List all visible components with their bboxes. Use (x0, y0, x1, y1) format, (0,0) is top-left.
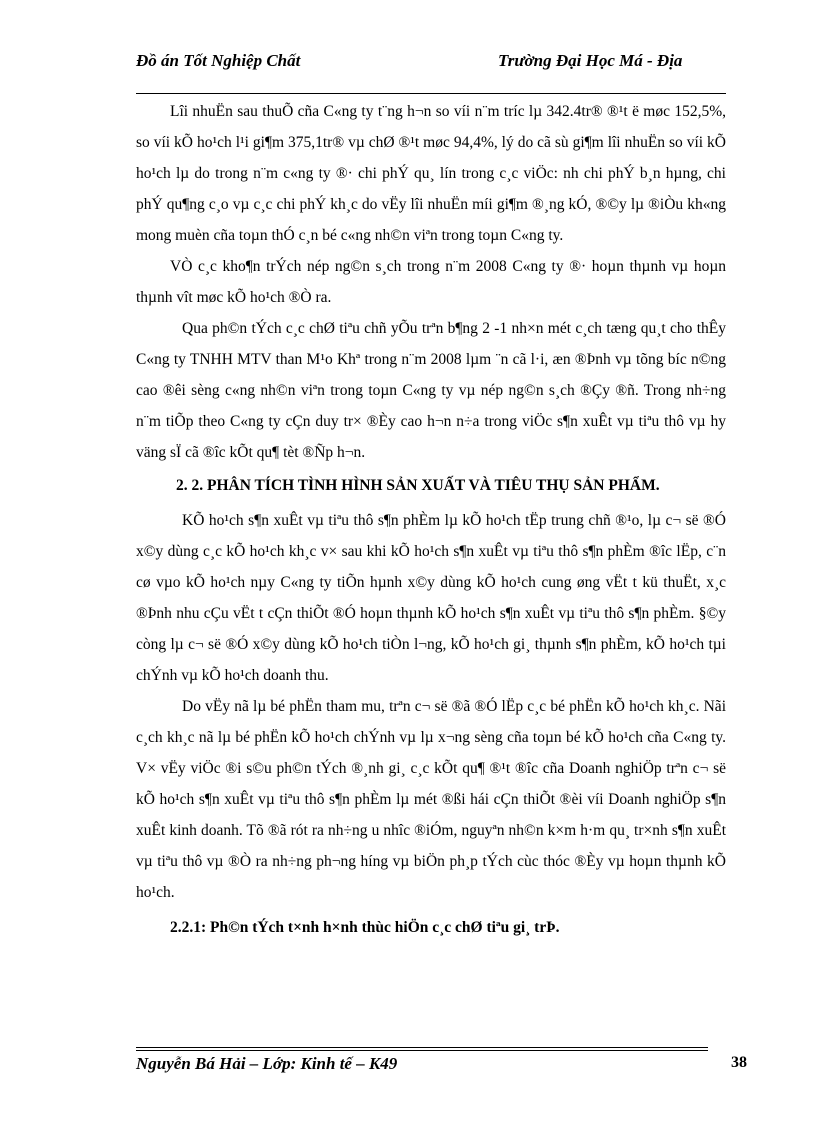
paragraph: KÕ ho¹ch s¶n xuÊt vµ tiªu thô s¶n phÈm lµ kÕ ho¹ch tËp trung chñ ®¹o, lµ c¬ së ®Ó x©y dùng c¸c kÕ ho¹ch kh¸c v× sau khi kÕ ho¹ch s¶n xuÊt vµ tiªu thô s¶n phÈm ®îc lËp, c¨n cø vµo kÕ ho¹ch nµy C«ng ty tiÕn hµnh x©y dùng kÕ ho¹ch cung øng vËt t kü thuËt, x¸c ®Þnh nhu cÇu vËt t cÇn thiÕt ®Ó hoµn thµnh kÕ ho¹ch s¶n xuÊt vµ tiªu thô s¶n phÈm. §©y còng lµ c¬ së ®Ó x©y dùng kÕ ho¹ch tiÒn l¬ng, kÕ ho¹ch gi¸ thµnh s¶n phÈm, kÕ ho¹ch tµi chÝnh vµ kÕ ho¹ch doanh thu. (136, 512, 726, 684)
footer-divider (136, 1047, 708, 1048)
page-number: 38 (731, 1054, 747, 1071)
paragraph: Lîi nhuËn sau thuÕ cña C«ng ty t¨ng h¬n so víi n¨m tríc lµ 342.4tr® ®¹t ë møc 152,5%, so víi kÕ ho¹ch l¹i gi¶m 375,1tr® vµ chØ ®¹t møc 94,4%, lý do cã sù gi¶m lîi nhuËn so víi kÕ ho¹ch lµ do trong n¨m c«ng ty ®· chi phÝ qu¸ lín trong c¸c viÖc: nh chi phÝ b¸n hµng, chi phÝ qu¶ng c¸o vµ c¸c chi phÝ kh¸c do vËy lîi nhuËn míi gi¶m ®¸ng kÓ, ®©y lµ ®iÒu kh«ng mong muèn cña toµn thÓ c¸n bé c«ng nh©n viªn trong toµn C«ng ty. (136, 103, 726, 244)
footer-author: Nguyễn Bá Hải – Lớp: Kinh tế – K49 (136, 1054, 398, 1073)
subsection-heading: 2.2.1: Ph©n tÝch t×nh h×nh thùc hiÖn c¸c chØ tiªu gi¸ trÞ. (170, 919, 560, 936)
header-left-title (136, 50, 336, 72)
document-body (136, 96, 726, 943)
paragraph: VÒ c¸c kho¶n trÝch nép ng©n s¸ch trong n¨m 2008 C«ng ty ®· hoµn thµnh vµ hoµn thµnh vît møc kÕ ho¹ch ®Ò ra. (136, 258, 726, 306)
section-heading: 2. 2. PHÂN TÍCH TÌNH HÌNH SẢN XUẤT VÀ TIÊU THỤ SẢN PHẨM. (176, 477, 660, 494)
header-left-text: Đồ án Tốt Nghiệp Chất (136, 51, 301, 70)
paragraph: Qua ph©n tÝch c¸c chØ tiªu chñ yÕu trªn b¶ng 2 -1 nh×n mét c¸ch tæng qu¸t cho thÊy C«ng ty TNHH MTV than M¹o Khª trong n¨m 2008 lµm ¨n cã l·i, æn ®Þnh vµ tõng bíc n©ng cao ®êi sèng c«ng nh©n viªn trong toµn C«ng ty vµ nép ng©n s¸ch ®Çy ®ñ. Trong nh÷ng n¨m tiÕp theo C«ng ty cÇn duy tr× ®Èy cao h¬n n÷a trong viÖc s¶n xuÊt vµ tiªu thô vµ hy väng sÏ cã ®îc kÕt qu¶ tèt ®Ñp h¬n. (136, 320, 726, 461)
paragraph: Do vËy nã lµ bé phËn tham mu, trªn c¬ së ®ã ®Ó lËp c¸c bé phËn kÕ ho¹ch kh¸c. Nãi c¸ch kh¸c nã lµ bé phËn kÕ ho¹ch chÝnh vµ lµ x¬ng sèng cña toµn bé kÕ ho¹ch cña C«ng ty. V× vËy viÖc ®i s©u ph©n tÝch ®¸nh gi¸ c¸c kÕt qu¶ ®¹t ®îc cña Doanh nghiÖp trªn c¬ së kÕ ho¹ch s¶n xuÊt vµ tiªu thô s¶n phÈm lµ mét ®ßi hái cÇn thiÕt ®èi víi Doanh nghiÖp s¶n xuÊt kinh doanh. Tõ ®ã rót ra nh÷ng u nhîc ®iÓm, nguyªn nh©n k×m h·m qu¸ tr×nh s¶n xuÊt vµ tiªu thô vµ ®Ò ra nh÷ng ph¬ng híng vµ biÖn ph¸p tÝch cùc thóc ®Èy vµ hoµn thµnh kÕ ho¹ch. (136, 698, 726, 901)
header-right-title: Trường Đại Học Má - Địa (498, 51, 683, 70)
header-divider (136, 93, 726, 94)
footer-divider-second (136, 1050, 708, 1051)
